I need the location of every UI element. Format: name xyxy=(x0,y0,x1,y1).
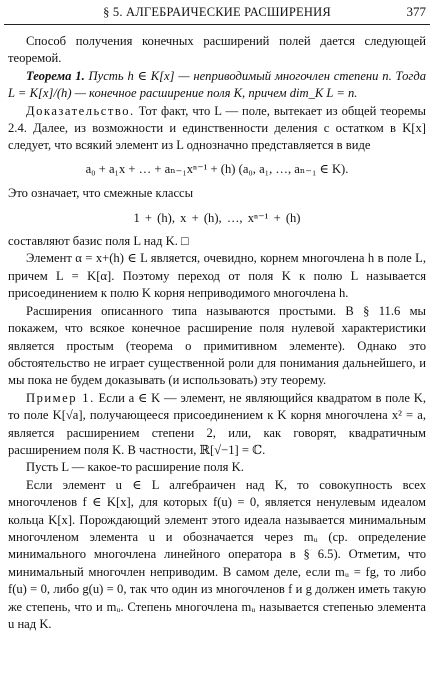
example-text: Если a ∈ K — элемент, не являющийся квадратом в поле K, то поле K[√a], получающееся присоединением к K корня многочлена x² = a, является расширением степени 2, или, как говорят, квадратичным расширением поля K. В частности, ℝ[√−1] = ℂ. xyxy=(8,390,426,457)
proof-text: Тот факт, что L — поле, вытекает из общей теоремы 2.4. Далее, из возможности и единственности деления с остатком в K[x] следует, что всякий элемент из L однозначно представляется в виде xyxy=(8,103,426,153)
running-header xyxy=(4,0,430,25)
page-number: 377 xyxy=(406,4,426,19)
adjunction-paragraph: Элемент α = x+(h) ∈ L является, очевидно, корнем многочлена h в поле L, причем L = K[α]. Поэтому переход от поля K к полю L называется присоединением к полю K корня неприводимого многочлена h. xyxy=(8,251,426,301)
formula-representation: a₀ + a₁x + … + aₙ₋₁xⁿ⁻¹ + (h) (a₀, a₁, …, aₙ₋₁ ∈ K). xyxy=(85,161,349,176)
theorem-label: Теорема 1. xyxy=(26,68,85,83)
extension-paragraph: Пусть L — какое-то расширение поля K. xyxy=(26,460,244,475)
simple-extensions-paragraph: Расширения описанного типа называются простыми. В § 11.6 мы покажем, что всякое конечное расширение поля нулевой характеристики является простым (теорема о примитивном элементе). Однако это обстоятельство не играет существенной роли для понимания дальнейшего, и мы пока не будем доказывать (и использовать) эту теорему. xyxy=(8,303,426,388)
proof-paragraph xyxy=(8,103,426,155)
formula-cosets: 1 + (h), x + (h), …, xⁿ⁻¹ + (h) xyxy=(133,210,301,225)
example-paragraph xyxy=(8,390,426,460)
theorem-paragraph xyxy=(8,68,426,103)
intro-paragraph: Способ получения конечных расширений полей дается следующей теоремой. xyxy=(8,34,426,66)
example-label: Пример 1. xyxy=(26,390,95,405)
proof-label: Доказательство. xyxy=(26,103,135,118)
cosets-paragraph: Это означает, что смежные классы xyxy=(8,186,194,201)
page-body xyxy=(8,33,426,633)
basis-paragraph: составляют базис поля L над K. □ xyxy=(8,234,189,249)
header-title: § 5. АЛГЕБРАИЧЕСКИЕ РАСШИРЕНИЯ xyxy=(103,5,331,19)
minimal-polynomial-paragraph: Если элемент u ∈ L алгебраичен над K, то совокупность всех многочленов f ∈ K[x], для которых f(u) = 0, является ненулевым идеалом кольца K[x]. Порождающий элемент этого идеала называется минимальным многочленом элемента u и обозначается через mᵤ (ср. определение минимального многочлена линейного оператора в § 6.5). Отметим, что минимальный многочлен неприводим. В самом деле, если mᵤ = fg, то либо f(u) = 0, либо g(u) = 0, так что один из многочленов f и g должен иметь такую же степень, что и mᵤ. Степень многочлена mᵤ называется степенью элемента u над K. xyxy=(8,477,426,631)
theorem-text: Пусть h ∈ K[x] — неприводимый многочлен степени n. Тогда L = K[x]/(h) — конечное расширение поля K, причем dim_K L = n. xyxy=(8,68,426,101)
